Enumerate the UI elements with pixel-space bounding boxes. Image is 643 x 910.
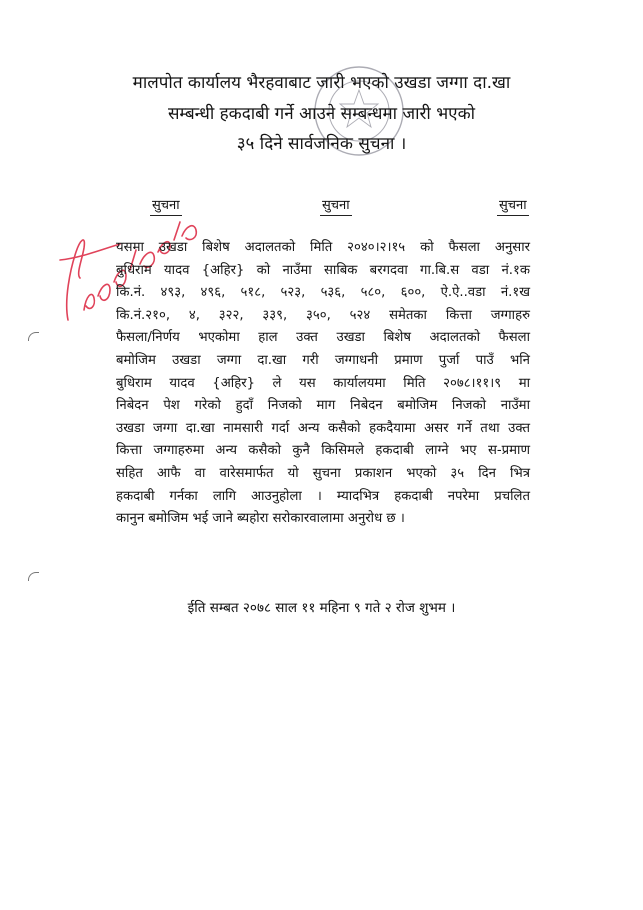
body-line: सहित आफै वा वारेसमार्फत यो सुचना प्रकाशन भएको ३५ दिन भित्र [116,465,530,481]
notice-label-center: सुचना [320,198,352,216]
body-line: बुधिराम यादव {अहिर} को नाउँमा साबिक बरगदवा गा.बि.स वडा नं.१क [116,262,530,278]
body-line: यसमा उखडा बिशेष अदालतको मिति २०४०।२।१५ को फैसला अनुसार [116,240,530,255]
notice-label-right: सुचना [497,198,529,216]
title-line-2: सम्बन्धी हकदाबी गर्ने आउने सम्बन्धमा जारी भएको [167,104,476,124]
body-line: बुधिराम यादव {अहिर} ले यस कार्यालयमा मिति २०७८।११।९ मा [116,375,530,391]
punch-hole-mark [28,572,39,581]
body-line: हकदाबी गर्नका लागि आउनुहोला । म्यादभित्र हकदाबी नपरेमा प्रचलित [116,488,530,504]
body-line: कित्ता जग्गाहरुमा अन्य कसैको कुनै किसिमले हकदाबी लाग्ने भए स-प्रमाण [116,443,530,459]
body-line: निबेदन पेश गरेको हुदाँ निजको माग निबेदन बमोजिम निजको नाउँमा [116,398,530,414]
body-line: कि.नं.२१०, ४, ३२२, ३३९, ३५०, ५२४ समेतका कित्ता जग्गाहरु [116,307,530,323]
body-line: बमोजिम उखडा जग्गा दा.खा गरी जग्गाधनी प्रमाण पुर्जा पाउँ भनि [116,352,530,368]
body-line: उखडा जग्गा दा.खा नामसारी गर्दा अन्य कसैको हकदैयामा असर गर्ने तथा उक्त [116,420,530,436]
body-line: फैसला/निर्णय भएकोमा हाल उक्त उखडा बिशेष अदालतको फैसला [116,330,530,346]
notice-body [116,237,530,531]
punch-hole-mark [28,332,39,341]
body-line: कि.नं. ४९३, ४९६, ५१८, ५२३, ५३६, ५८०, ६००, ऐ.ऐ..वडा नं.१ख [116,285,530,301]
title-line-3: ३५ दिने सार्वजनिक सुचना । [236,134,407,154]
title-line-1: मालपोत कार्यालय भैरहवाबाट जारी भएको उखडा जग्गा दा.खा [132,73,511,93]
closing-date-line: ईति सम्बत २०७८ साल ११ महिना ९ गते २ रोज शुभम । [187,600,456,616]
notice-label-left: सुचना [150,198,182,216]
body-line: कानुन बमोजिम भई जाने ब्यहोरा सरोकारवालामा अनुरोध छ । [116,511,405,527]
